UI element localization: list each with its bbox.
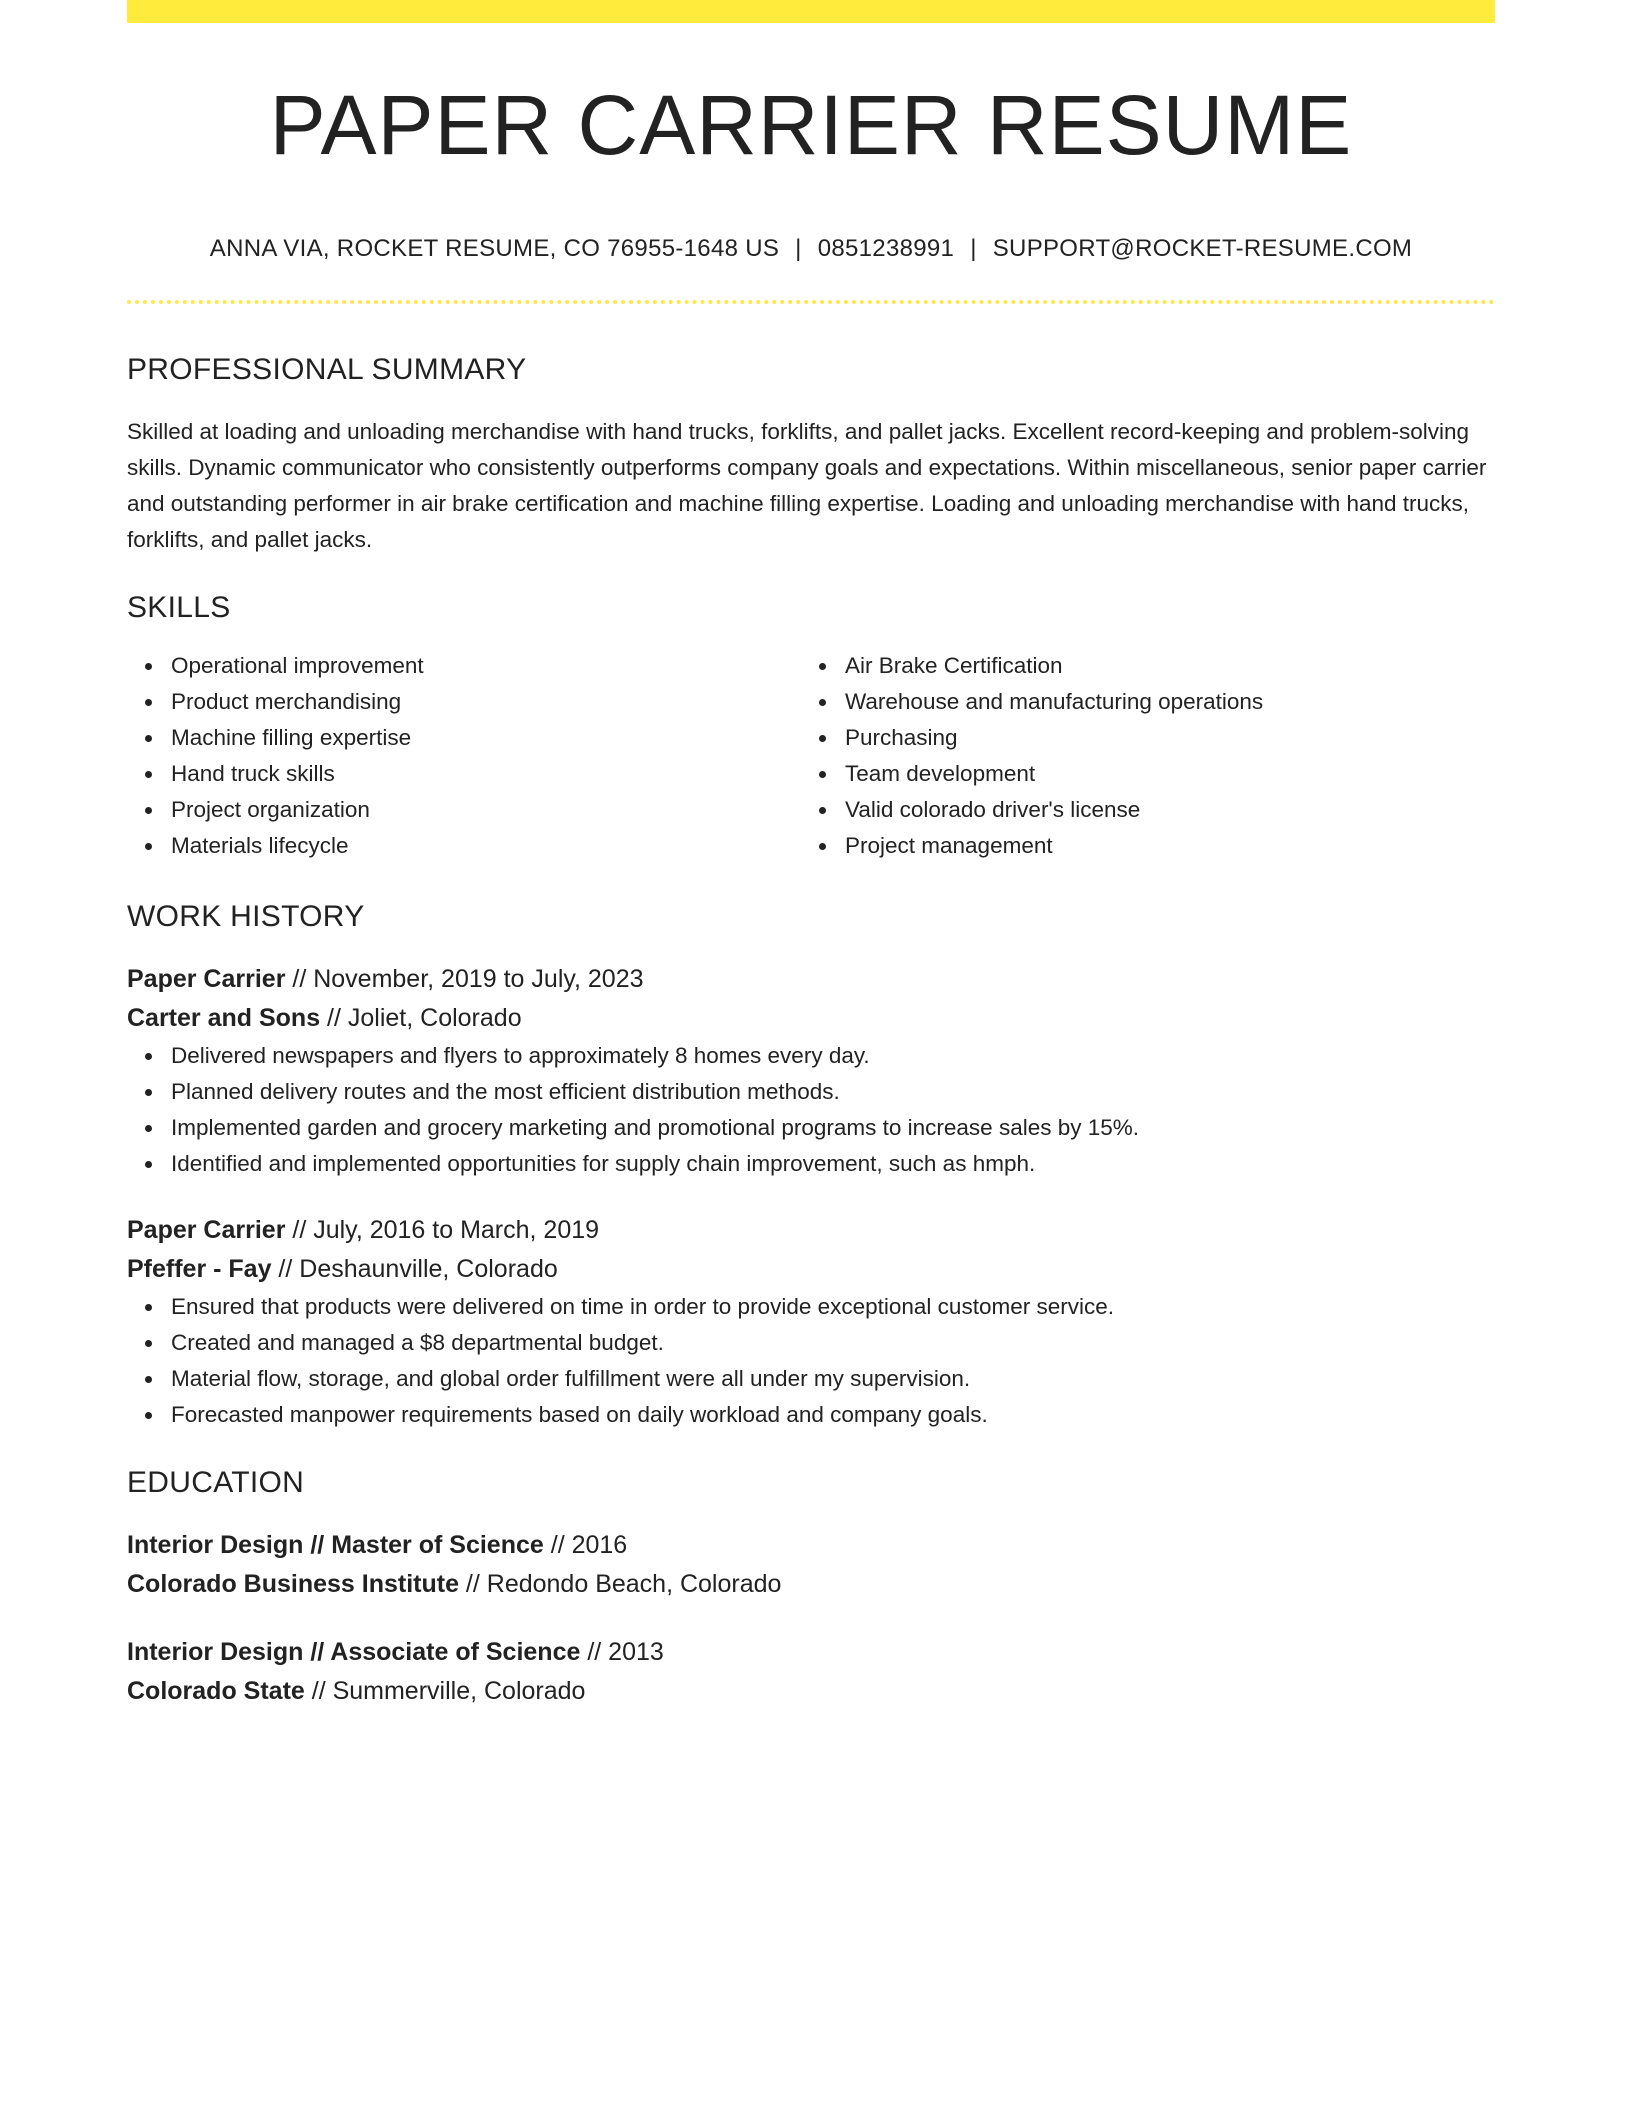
job-bullet: Planned delivery routes and the most efficient distribution methods. xyxy=(171,1074,1495,1110)
school-line xyxy=(127,1672,1495,1711)
school-location: // Summerville, Colorado xyxy=(304,1677,586,1705)
job-title: Paper Carrier xyxy=(127,965,286,993)
degree-year: // 2013 xyxy=(580,1638,664,1666)
job-bullet: Delivered newspapers and flyers to approximately 8 homes every day. xyxy=(171,1038,1495,1074)
contact-phone: 0851238991 xyxy=(817,235,955,262)
summary-heading: PROFESSIONAL SUMMARY xyxy=(127,353,527,386)
degree-line xyxy=(127,1633,1495,1672)
skill-item: Project management xyxy=(845,828,1475,864)
degree-line xyxy=(127,1526,1495,1565)
school-line xyxy=(127,1565,1495,1604)
school-name: Colorado Business Institute xyxy=(127,1570,459,1598)
skills-grid xyxy=(127,648,1495,864)
job-company: Carter and Sons xyxy=(127,1004,321,1032)
job-location: // Deshaunville, Colorado xyxy=(271,1255,558,1283)
skill-item: Valid colorado driver's license xyxy=(845,792,1475,828)
education-entry xyxy=(127,1633,1495,1711)
contact-separator: | xyxy=(970,235,977,262)
job-bullet-list xyxy=(127,1038,1495,1182)
skill-item: Project organization xyxy=(171,792,801,828)
skill-item: Product merchandising xyxy=(171,684,801,720)
skill-item: Team development xyxy=(845,756,1475,792)
job-bullet: Identified and implemented opportunities for supply chain improvement, such as hmph. xyxy=(171,1146,1495,1182)
job-entry xyxy=(127,1211,1495,1433)
skill-item: Materials lifecycle xyxy=(171,828,801,864)
job-bullet: Material flow, storage, and global order fulfillment were all under my supervision. xyxy=(171,1361,1495,1397)
job-title-line xyxy=(127,960,1495,999)
degree-name: Interior Design // Associate of Science xyxy=(127,1638,581,1666)
job-location: // Joliet, Colorado xyxy=(320,1004,522,1032)
school-name: Colorado State xyxy=(127,1677,305,1705)
school-location: // Redondo Beach, Colorado xyxy=(458,1570,782,1598)
job-company: Pfeffer - Fay xyxy=(127,1255,272,1283)
contact-separator: | xyxy=(795,235,802,262)
job-company-line xyxy=(127,999,1495,1038)
accent-top-bar xyxy=(127,0,1495,23)
skills-column-right xyxy=(801,648,1475,864)
work-history-heading: WORK HISTORY xyxy=(127,900,365,933)
skill-item: Purchasing xyxy=(845,720,1475,756)
job-bullet: Implemented garden and grocery marketing and promotional programs to increase sales by 15%. xyxy=(171,1110,1495,1146)
header-divider xyxy=(127,300,1495,304)
job-dates: // November, 2019 to July, 2023 xyxy=(285,965,644,993)
job-entry xyxy=(127,960,1495,1182)
job-title: Paper Carrier xyxy=(127,1216,286,1244)
skill-item: Hand truck skills xyxy=(171,756,801,792)
skill-item: Air Brake Certification xyxy=(845,648,1475,684)
contact-line xyxy=(127,235,1495,263)
job-dates: // July, 2016 to March, 2019 xyxy=(285,1216,600,1244)
job-bullet: Created and managed a $8 departmental budget. xyxy=(171,1325,1495,1361)
summary-text: Skilled at loading and unloading merchandise with hand trucks, forklifts, and pallet jacks. Excellent record-keeping and problem-solving skills. Dynamic communicator who consistently outperforms company goals and expectations. Within miscellaneous, senior paper carrier and outstanding performer in air brake certification and machine filling expertise. Loading and unloading merchandise with hand trucks, forklifts, and pallet jacks. xyxy=(127,419,1487,552)
skills-heading: SKILLS xyxy=(127,591,231,624)
degree-year: // 2016 xyxy=(543,1531,628,1559)
education-heading: EDUCATION xyxy=(127,1466,305,1499)
contact-email: SUPPORT@ROCKET-RESUME.COM xyxy=(992,235,1413,262)
resume-page xyxy=(127,0,1495,1711)
contact-address: ANNA VIA, ROCKET RESUME, CO 76955-1648 US xyxy=(209,235,780,262)
job-company-line xyxy=(127,1250,1495,1289)
degree-name: Interior Design // Master of Science xyxy=(127,1531,544,1559)
skill-item: Operational improvement xyxy=(171,648,801,684)
education-entry xyxy=(127,1526,1495,1604)
job-title-line xyxy=(127,1211,1495,1250)
skill-item: Machine filling expertise xyxy=(171,720,801,756)
skills-column-left xyxy=(127,648,801,864)
resume-title: PAPER CARRIER RESUME xyxy=(269,78,1353,172)
job-bullet-list xyxy=(127,1289,1495,1433)
job-bullet: Forecasted manpower requirements based on daily workload and company goals. xyxy=(171,1397,1495,1433)
job-bullet: Ensured that products were delivered on time in order to provide exceptional customer service. xyxy=(171,1289,1495,1325)
skill-item: Warehouse and manufacturing operations xyxy=(845,684,1475,720)
